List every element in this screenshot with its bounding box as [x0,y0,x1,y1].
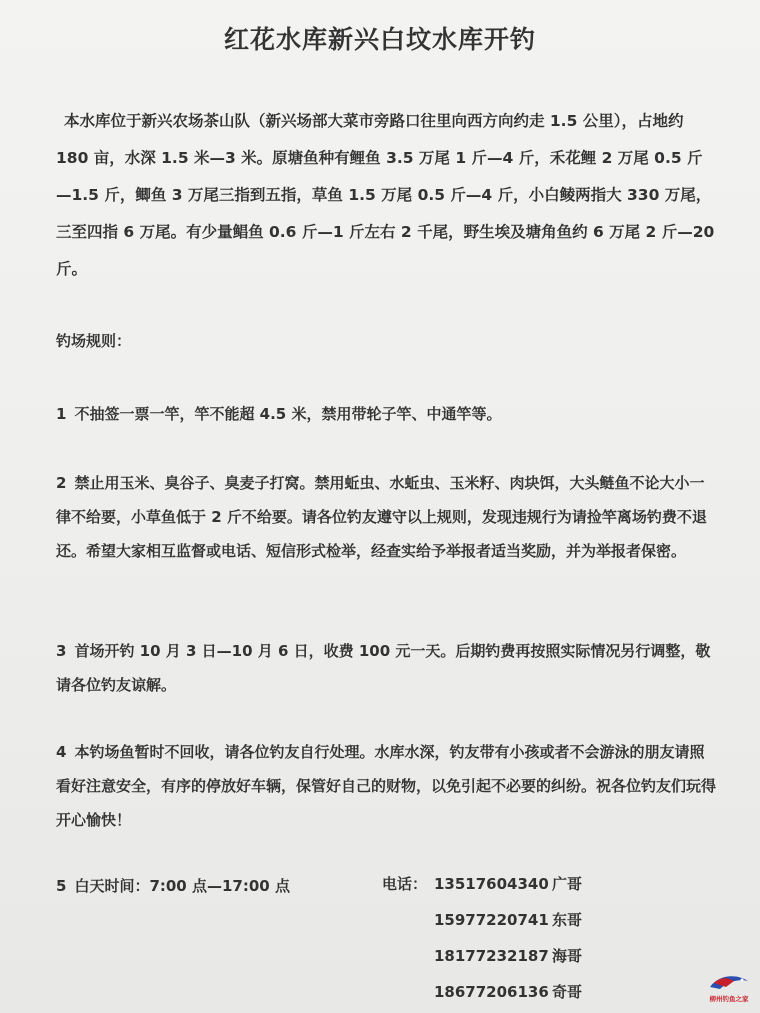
logo-fish-eye [741,979,744,982]
contact-row [382,974,582,1010]
watermark-logo-icon [706,965,752,1005]
contact-row [382,938,582,974]
contact-name: 海哥 [552,947,583,965]
rule-number: 3 [56,642,67,660]
rule-4 [56,735,716,837]
contact-name: 东哥 [552,911,583,929]
rule-text: 白天时间：7:00 点—17:00 点 [74,877,290,895]
contact-name: 奇哥 [552,983,583,1001]
rule-3 [56,634,716,702]
page-title: 红花水库新兴白坟水库开钓 [223,25,536,54]
rule-text: 首场开钓 10 月 3 日—10 月 6 日，收费 100 元一天。后期钓费再按照实际情况另行调整，敬请各位钓友谅解。 [56,642,711,694]
phone-number: 15977220741 [434,911,549,929]
phone-number: 18177232187 [434,947,549,965]
contact-row [382,902,582,938]
contact-name: 广哥 [552,875,583,893]
phone-number: 13517604340 [434,875,549,893]
rule-number: 5 [56,877,67,895]
rule-number: 1 [56,405,67,423]
rule-1 [56,397,716,431]
rules-heading: 钓场规则： [56,332,132,350]
rule-5 [56,869,356,903]
intro-paragraph: 本水库位于新兴农场茶山队（新兴场部大菜市旁路口往里向西方向约走 1.5 公里），占地约 180 亩，水深 1.5 米—3 米。原塘鱼种有鲤鱼 3.5 万尾 1 斤—4 斤，禾花鲤 2 万尾 0.5 斤—1.5 斤，鲫鱼 3 万尾三指到五指，草鱼 1.5 万尾 0.5 斤—4 斤，小白鲮两指大 330 万尾，三至四指 6 万尾。有少量鲳鱼 0.6 斤—1 斤左右 2 千尾，野生埃及塘角鱼约 6 万尾 2 斤—20 斤。 [56,112,715,278]
phone-label: 电话： [382,875,428,893]
rule-text: 禁止用玉米、臭谷子、臭麦子打窝。禁用蚯虫、水蚯虫、玉米籽、肉块饵，大头鲢鱼不论大小一律不给要，小草鱼低于 2 斤不给要。请各位钓友遵守以上规则，发现违规行为请捡竿离场钓费不退还。希望大家相互监督或电话、短信形式检举，经查实给予举报者适当奖励，并为举报者保密。 [56,474,707,560]
rule-text: 本钓场鱼暂时不回收，请各位钓友自行处理。水库水深，钓友带有小孩或者不会游泳的朋友请照看好注意安全，有序的停放好车辆，保管好自己的财物，以免引起不必要的纠纷。祝各位钓友们玩得开心愉快！ [56,743,717,829]
phone-number: 18677206136 [434,983,549,1001]
contact-row [382,866,582,902]
rule-2 [56,466,716,568]
rule-text: 不抽签一票一竿，竿不能超 4.5 米，禁用带轮子竿、中通竿等。 [74,405,502,423]
logo-text: 柳州钓鱼之家 [709,995,749,1003]
rule-number: 4 [56,743,67,761]
contact-list [382,866,582,1010]
rule-number: 2 [56,474,67,492]
